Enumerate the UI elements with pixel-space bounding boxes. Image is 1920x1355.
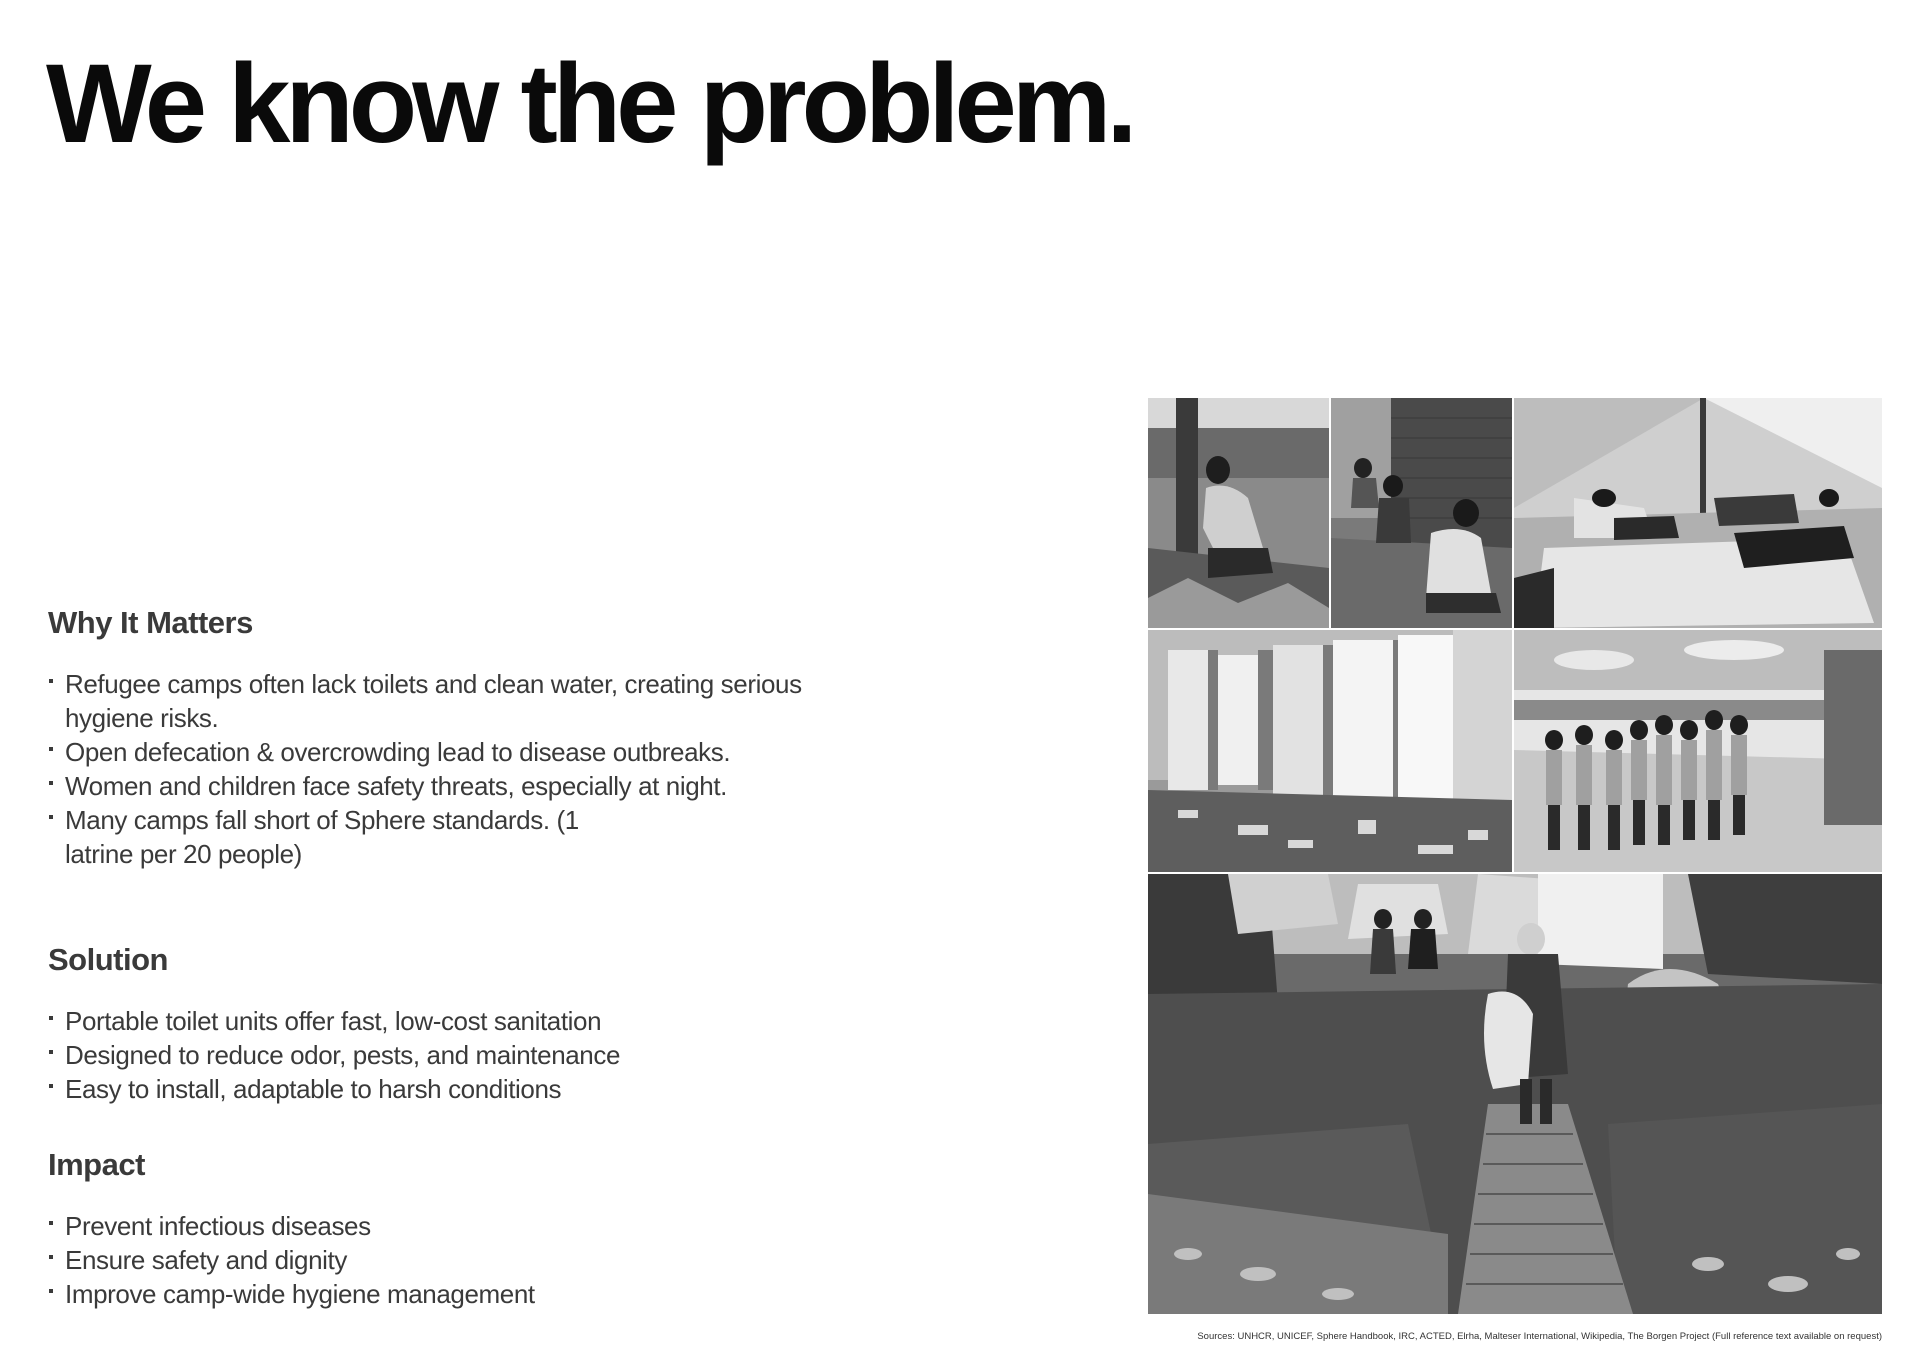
impact-heading: Impact <box>48 1147 145 1182</box>
why-it-matters-heading: Why It Matters <box>48 605 253 640</box>
photo-collage <box>1148 398 1882 1314</box>
photo-tent-interior <box>1514 398 1882 628</box>
list-item: Women and children face safety threats, especially at night. <box>48 769 808 803</box>
list-item: Open defecation & overcrowding lead to disease outbreaks. <box>48 735 808 769</box>
list-item: Prevent infectious diseases <box>48 1209 808 1243</box>
photo-children-queue <box>1514 630 1882 872</box>
list-item: Designed to reduce odor, pests, and maintenance <box>48 1038 808 1072</box>
solution-section <box>48 941 808 1106</box>
list-item: Many camps fall short of Sphere standards. (1 latrine per 20 people) <box>48 803 625 871</box>
solution-heading: Solution <box>48 942 168 977</box>
solution-list <box>48 1004 808 1106</box>
why-it-matters-list <box>48 667 808 871</box>
photo-person-crouching <box>1148 398 1329 628</box>
list-item: Ensure safety and dignity <box>48 1243 808 1277</box>
why-it-matters-section <box>48 604 808 871</box>
list-item: Improve camp-wide hygiene management <box>48 1277 808 1311</box>
photo-damaged-stalls <box>1148 630 1512 872</box>
list-item: Easy to install, adaptable to harsh conditions <box>48 1072 808 1106</box>
photo-people-by-wall <box>1331 398 1512 628</box>
impact-list <box>48 1209 808 1311</box>
page-title: We know the problem. <box>46 41 1133 166</box>
impact-section <box>48 1146 808 1311</box>
photo-camp-walkway <box>1148 874 1882 1314</box>
list-item: Portable toilet units offer fast, low-cost sanitation <box>48 1004 808 1038</box>
list-item: Refugee camps often lack toilets and clean water, creating serious hygiene risks. <box>48 667 808 735</box>
sources-footnote: Sources: UNHCR, UNICEF, Sphere Handbook, IRC, ACTED, Elrha, Malteser International, Wikipedia, The Borgen Project (Full reference text available on request) <box>1197 1331 1882 1342</box>
